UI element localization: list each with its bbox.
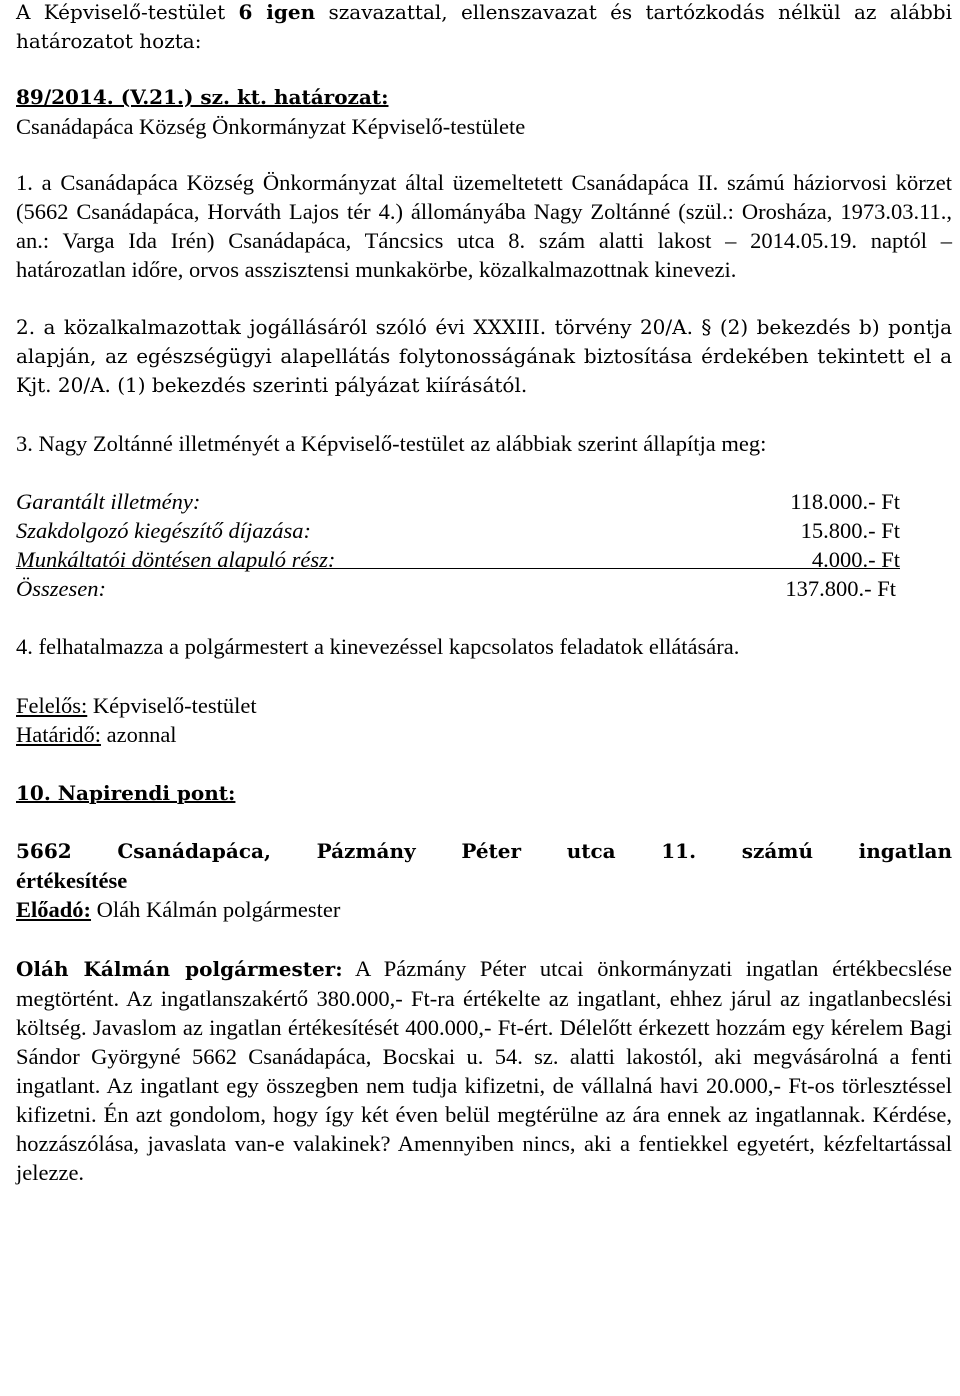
salary-amount: 118.000.- Ft xyxy=(790,489,900,514)
deadline-line xyxy=(16,720,952,749)
agenda-title xyxy=(16,837,952,866)
salary-total-row xyxy=(16,574,952,603)
resolution-body: Csanádapáca Község Önkormányzat Képviselő-testülete xyxy=(16,114,526,139)
agenda-title-word: 5662 xyxy=(16,839,72,863)
responsible-label: Felelős: xyxy=(16,693,88,718)
salary-row xyxy=(16,545,952,574)
salary-label: Szakdolgozó kiegészítő díjazása: xyxy=(16,518,311,543)
deadline-value: azonnal xyxy=(100,722,177,747)
resolution-item-1: 1. a Csanádapáca Község Önkormányzat által üzemeltetett Csanádapáca II. számú háziorvosi körzet (5662 Csanádapáca, Horváth Lajos tér 4.) állományába Nagy Zoltánné (szül.: Orosháza, 1973.03.11., an.: Varga Ida Irén) Csanádapáca, Táncsics utca 8. szám alatti lakost – 2014.05.19. naptól – határozatlan időre, orvos asszisztensi munkakörbe, közalkalmazottnak kinevezi. xyxy=(16,170,952,282)
vote-intro xyxy=(16,0,952,56)
salary-amount: 4.000.- Ft xyxy=(811,547,900,572)
responsible-line xyxy=(16,691,952,720)
agenda-title-word: 11. xyxy=(661,839,697,863)
deadline-label: Határidő: xyxy=(16,722,101,747)
resolution-item-2: 2. a közalkalmazottak jogállásáról szóló évi XXXIII. törvény 20/A. § (2) bekezdés b) pontja alapján, az egészségügyi alapellátás folytonosságának biztosítása érdekében tekintett el a Kjt. 20/A. (1) bekezdés szerinti pályázat kiírásától. xyxy=(16,315,952,397)
resolution-number: 89/2014. (V.21.) sz. kt. határozat: xyxy=(16,85,389,109)
presenter-value: Oláh Kálmán polgármester xyxy=(91,897,341,922)
presenter-line xyxy=(16,895,952,924)
vote-count: 6 igen xyxy=(238,0,316,24)
presenter-label: Előadó: xyxy=(16,897,92,922)
resolution-item-3: 3. Nagy Zoltánné illetményét a Képviselő-testület az alábbiak szerint állapítja meg: xyxy=(16,431,767,456)
salary-row xyxy=(16,516,952,545)
responsible-value: Képviselő-testület xyxy=(87,693,257,718)
document-page xyxy=(16,0,952,1187)
agenda-title-word: Pázmány xyxy=(316,839,416,863)
agenda-title-word: számú xyxy=(741,839,813,863)
salary-label: Garantált illetmény: xyxy=(16,489,201,514)
salary-label: Munkáltatói döntésen alapuló rész: xyxy=(16,547,336,572)
speech-text: A Pázmány Péter utcai önkormányzati ingatlan értékbecslése megtörtént. Az ingatlanszakértő 380.000,- Ft-ra értékelte az ingatlant, ehhez járul az ingatlanbecslési költség. Javaslom az ingatlan értékesítését 400.000,- Ft-ért. Délelőtt érkezett hozzám egy kérelem Bagi Sándor Györgyné 5662 Csanádapáca, Bocskai u. 54. sz. alatti lakostól, aki megvásárolná a fenti ingatlant. Az ingatlant egy összegben nem tudja kifizetni, de vállalná havi 20.000,- Ft-os törlesztéssel kifizetni. Én azt gondolom, hogy így két éven belül megtérülne az ára ennek az ingatlannak. Kérdése, hozzászólása, javaslata van-e valakinek? Amennyiben nincs, aki a fentiekkel egyetért, kézfeltartással jelezze. xyxy=(16,956,952,1185)
agenda-title-word: ingatlan xyxy=(858,839,953,863)
agenda-title-line-2: értékesítése xyxy=(16,868,128,893)
agenda-title-word: Csanádapáca, xyxy=(117,839,271,863)
vote-intro-post: szavazattal, ellenszavazat és tartózkodás nélkül az alábbi határozatot hozta: xyxy=(16,0,952,53)
resolution-item-4: 4. felhatalmazza a polgármestert a kinevezéssel kapcsolatos feladatok ellátására. xyxy=(16,634,740,659)
salary-table xyxy=(16,487,952,603)
agenda-heading: 10. Napirendi pont: xyxy=(16,781,236,805)
salary-amount: 15.800.- Ft xyxy=(800,518,900,543)
speech-paragraph xyxy=(16,954,952,1187)
speaker-name: Oláh Kálmán polgármester: xyxy=(16,957,343,981)
vote-intro-pre: A Képviselő-testület xyxy=(16,0,239,24)
salary-total-label: Összesen: xyxy=(16,576,106,601)
salary-row xyxy=(16,487,952,516)
agenda-title-word: Péter xyxy=(461,839,522,863)
agenda-title-word: utca xyxy=(566,839,616,863)
salary-total-amount: 137.800.- Ft xyxy=(785,576,896,601)
